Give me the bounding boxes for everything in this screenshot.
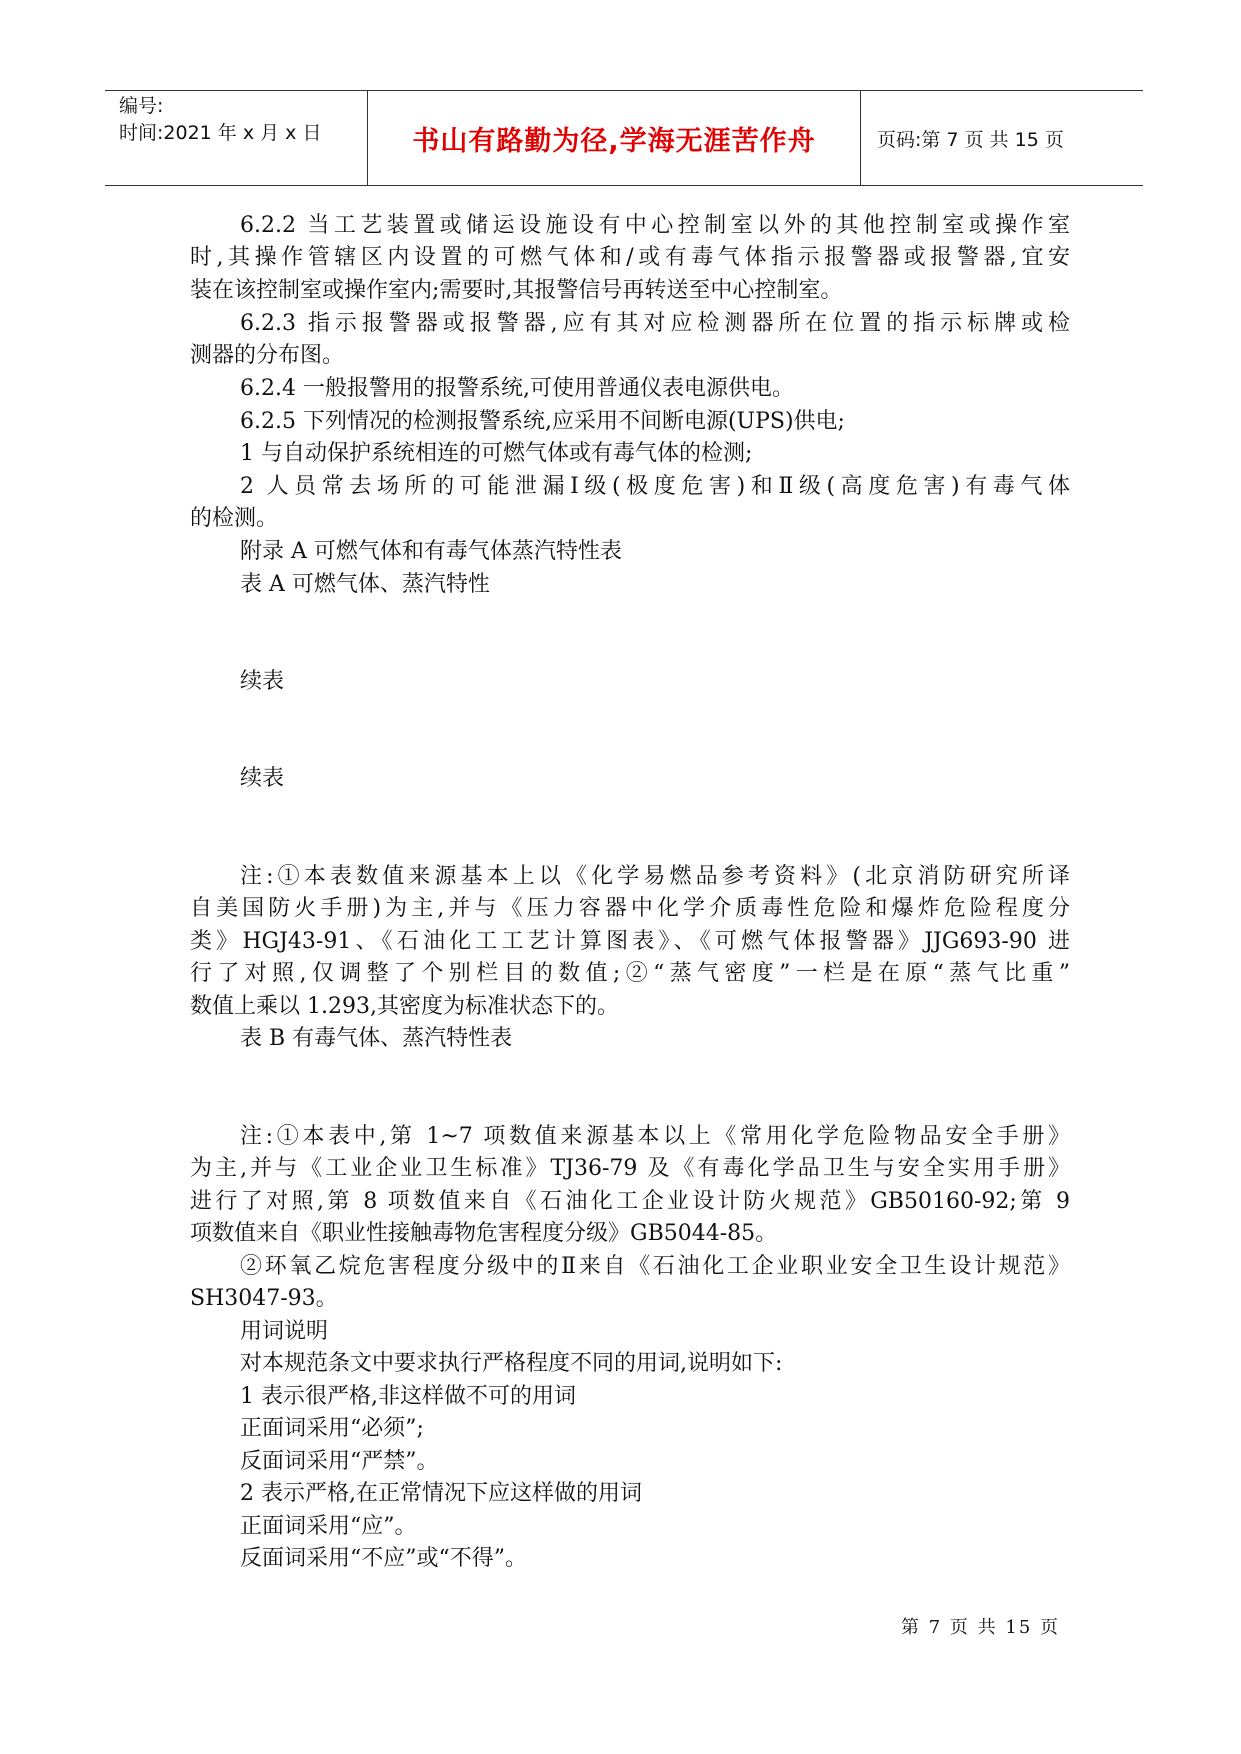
table-b-title: 表 B 有毒气体、蒸汽特性表 — [240, 1026, 513, 1051]
paragraph-6-2-3-line1: 6.2.3 指示报警器或报警器,应有其对应检测器所在位置的指示标牌或检 — [240, 311, 1070, 336]
header-motto: 书山有路勤为径,学海无涯苦作舟 — [412, 126, 816, 157]
wording-positive-2: 正面词采用“应”。 — [240, 1514, 417, 1539]
header-page-label: 页码:第 7 页 共 15 页 — [877, 129, 1064, 151]
note-1-line3: 类》HGJ43-91、《石油化工工艺计算图表》、《可燃气体报警器》JJG693-90 进 — [190, 929, 1070, 954]
paragraph-6-2-3-line2: 测器的分布图。 — [190, 343, 345, 368]
header-left-cell — [105, 91, 368, 185]
note-1-line5: 数值上乘以 1.293,其密度为标准状态下的。 — [190, 994, 619, 1019]
note-2-line5: ②环氧乙烷危害程度分级中的Ⅱ来自《石油化工企业职业安全卫生设计规范》 — [240, 1254, 1070, 1279]
note-2-line6: SH3047-93。 — [190, 1286, 338, 1311]
wording-title: 用词说明 — [240, 1319, 329, 1344]
list-item-1: 1 与自动保护系统相连的可燃气体或有毒气体的检测; — [240, 441, 753, 466]
paragraph-6-2-2-line2: 时,其操作管辖区内设置的可燃气体和/或有毒气体指示报警器或报警器,宜安 — [190, 245, 1070, 270]
note-1-line1: 注:①本表数值来源基本上以《化学易燃品参考资料》(北京消防研究所译 — [240, 864, 1070, 889]
note-2-line3: 进行了对照,第 8 项数值来自《石油化工企业设计防火规范》GB50160-92;第 9 — [190, 1189, 1070, 1214]
header-motto-cell — [368, 91, 861, 185]
note-2-line2: 为主,并与《工业企业卫生标准》TJ36-79 及《有毒化学品卫生与安全实用手册》 — [190, 1156, 1070, 1181]
paragraph-6-2-5: 6.2.5 下列情况的检测报警系统,应采用不间断电源(UPS)供电; — [240, 409, 845, 434]
page-footer: 第 7 页 共 15 页 — [901, 1617, 1060, 1638]
note-1-line4: 行了对照,仅调整了个别栏目的数值;②“蒸气密度”一栏是在原“蒸气比重” — [190, 961, 1070, 986]
document-time-label: 时间:2021 年 x 月 x 日 — [119, 122, 322, 144]
paragraph-6-2-2-line3: 装在该控制室或操作室内;需要时,其报警信号再转送至中心控制室。 — [190, 278, 843, 303]
wording-intro: 对本规范条文中要求执行严格程度不同的用词,说明如下: — [240, 1351, 783, 1376]
continued-table-label-2: 续表 — [240, 766, 285, 791]
note-2-line1: 注:①本表中,第 1~7 项数值来源基本以上《常用化学危险物品安全手册》 — [240, 1124, 1070, 1149]
note-2-line4: 项数值来自《职业性接触毒物危害程度分级》GB5044-85。 — [190, 1221, 778, 1246]
wording-negative-1: 反面词采用“严禁”。 — [240, 1449, 439, 1474]
document-number-label: 编号: — [119, 95, 164, 117]
paragraph-6-2-2-line1: 6.2.2 当工艺装置或储运设施设有中心控制室以外的其他控制室或操作室 — [240, 213, 1070, 238]
note-1-line2: 自美国防火手册)为主,并与《压力容器中化学介质毒性危险和爆炸危险程度分 — [190, 896, 1070, 921]
page-header — [105, 90, 1143, 186]
table-a-title: 表 A 可燃气体、蒸汽特性 — [240, 572, 490, 597]
paragraph-6-2-4: 6.2.4 一般报警用的报警系统,可使用普通仪表电源供电。 — [240, 376, 794, 401]
header-right-cell — [861, 91, 1143, 185]
list-item-2-line2: 的检测。 — [190, 506, 279, 531]
wording-negative-2: 反面词采用“不应”或“不得”。 — [240, 1546, 527, 1571]
appendix-a-title: 附录 A 可燃气体和有毒气体蒸汽特性表 — [240, 539, 622, 564]
wording-item-1: 1 表示很严格,非这样做不可的用词 — [240, 1384, 576, 1409]
wording-positive-1: 正面词采用“必须”; — [240, 1416, 424, 1441]
wording-item-2: 2 表示严格,在正常情况下应这样做的用词 — [240, 1481, 642, 1506]
continued-table-label-1: 续表 — [240, 669, 285, 694]
list-item-2-line1: 2 人员常去场所的可能泄漏Ⅰ级(极度危害)和Ⅱ级(高度危害)有毒气体 — [240, 474, 1070, 499]
